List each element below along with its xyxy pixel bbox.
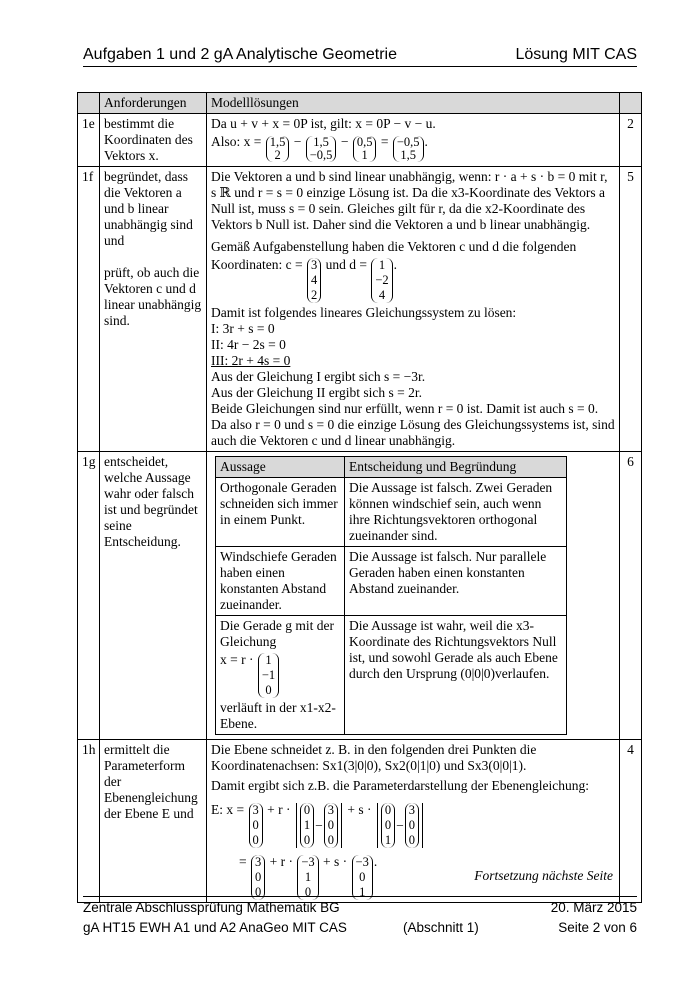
statement-row: [216, 478, 567, 547]
r-label: + r ·: [267, 802, 291, 817]
statement: Windschiefe Geraden haben einen konstanten Abstand zueinander.: [216, 547, 345, 616]
vector-1: 1,5 2: [266, 136, 290, 162]
decision: Die Aussage ist falsch. Nur parallele Geraden haben einen konstanten Abstand zueinander.: [345, 547, 567, 616]
statement-row: [216, 616, 567, 735]
equation-label: x = r ·: [220, 652, 254, 667]
r-label: + r ·: [269, 854, 293, 869]
statement-text: Die Gerade g mit der Gleichung: [220, 618, 334, 649]
solution: [207, 452, 620, 740]
inner-header-decision: Entscheidung und Begründung: [345, 457, 567, 478]
direction-2: 0 0 1 − 3 0 0: [377, 803, 423, 848]
equation-1: I: 3r + s = 0: [211, 321, 275, 336]
footer-page: Seite 2 von 6: [558, 920, 637, 935]
paragraph-1: Die Ebene schneidet z. B. in den folgenden drei Punkten die Koordinatenachsen: Sx1(3|0|0), Sx2(0|1|0) und Sx3(0|0|1).: [211, 742, 537, 773]
vector-result: −0,5 1,5: [393, 136, 424, 162]
footer-date: 20. März 2015: [550, 900, 637, 915]
s-label: + s ·: [347, 802, 372, 817]
footer-title: Zentrale Abschlussprüfung Mathematik BG: [83, 900, 340, 915]
requirement: bestimmt die Koordinaten des Vektors x.: [100, 114, 207, 167]
paragraph-1: Die Vektoren a und b sind linear unabhängig, wenn: r · a + s · b = 0 mit r, s ℝ und r = s = 0 einzige Lösung ist. Da die x3-Koordinate des Vektors a Null ist, muss s = 0 sein. Gleiches gilt für r, da die x2-Koordinate des Vektors b Null ist. Daher sind die Vektoren a und b linear unabhängig.: [211, 169, 608, 232]
vector-c: 3 4 2: [307, 258, 321, 303]
points: 5: [620, 167, 642, 452]
line-equation: [220, 652, 340, 698]
header-right: Lösung MIT CAS: [515, 46, 637, 63]
header-points: [620, 93, 642, 114]
points: 4: [620, 740, 642, 903]
koord-label: Koordinaten: c =: [211, 257, 303, 272]
solution: [207, 740, 620, 903]
solution-table: [77, 92, 642, 903]
requirement: ermittelt die Parameterform der Ebenengleichung der Ebene E und: [100, 740, 207, 903]
plane-label: E: x =: [211, 802, 245, 817]
header-title: Aufgaben 1 und 2 gA Analytische Geometrie: [83, 46, 397, 63]
solution-vector-line: Also: x = 1,5 2 − 1,5 −0,5 − 0,5 1 = −0,5 1,5 .: [211, 134, 428, 162]
paragraph-4: Aus der Gleichung I ergibt sich s = −3r.: [211, 369, 426, 384]
statement: Orthogonale Geraden schneiden sich immer in einem Punkt.: [216, 478, 345, 547]
s-label: + s ·: [323, 854, 348, 869]
header-empty: [78, 93, 100, 114]
row-1f: [78, 167, 642, 452]
vector-3: 0,5 1: [353, 136, 377, 162]
header-solutions: Modelllösungen: [207, 93, 620, 114]
task-id: 1e: [78, 114, 100, 167]
equation-3: III: 2r + 4s = 0: [211, 353, 291, 368]
solution-line: Da u + v + x = 0P ist, gilt: x = 0P − v − u.: [211, 116, 436, 131]
header-requirements: Anforderungen: [100, 93, 207, 114]
vector-2: 1,5 −0,5: [306, 136, 337, 162]
paragraph-2: Gemäß Aufgabenstellung haben die Vektoren c und d die folgenden: [211, 239, 577, 254]
points: 2: [620, 114, 642, 167]
paragraph-6: Beide Gleichungen sind nur erfüllt, wenn r = 0 ist. Damit ist auch s = 0. Da also r = 0 und s = 0 die einzige Lösung des Gleichungssystems ist, sind auch die Vektoren c und d linear unabhängig.: [211, 401, 615, 448]
requirement: [100, 167, 207, 452]
points: 6: [620, 452, 642, 740]
requirement-part-1: begründet, dass die Vektoren a und b linear unabhängig sind und: [104, 169, 193, 248]
row-1e: [78, 114, 642, 167]
continuation-note: Fortsetzung nächste Seite: [474, 868, 613, 883]
statement-row: [216, 547, 567, 616]
page-footer: [83, 896, 637, 938]
coordinates-line: Koordinaten: c = 3 4 2 und d = 1 −2 4 .: [211, 257, 398, 302]
decision: Die Aussage ist falsch. Zwei Geraden können windschief sein, auch wenn ihre Richtungsvektoren orthogonal zueinander sind.: [345, 478, 567, 547]
task-id: 1g: [78, 452, 100, 740]
page-header: [83, 42, 637, 67]
row-1h: [78, 740, 642, 903]
inner-header-statement: Aussage: [216, 457, 345, 478]
paragraph-5: Aus der Gleichung II ergibt sich s = 2r.: [211, 385, 422, 400]
result-vector-1: −3 1 0: [297, 855, 318, 900]
paragraph-2: Damit ergibt sich z.B. die Parameterdarstellung der Ebenengleichung:: [211, 778, 590, 793]
plane-equation-2: = 3 0 0 + r · −3 1 0 + s · −3 0 1 . Fortsetzung nächste Seite: [239, 854, 613, 899]
requirement-part-2: prüft, ob auch die Vektoren c und d linear unabhängig sind.: [104, 265, 202, 328]
statement-table: [215, 456, 567, 735]
footer-code: gA HT15 EWH A1 und A2 AnaGeo MIT CAS: [83, 920, 347, 935]
vector-d: 1 −2 4: [371, 258, 392, 303]
solution: [207, 167, 620, 452]
und-label: und d =: [325, 257, 367, 272]
footer-section: (Abschnitt 1): [403, 920, 479, 935]
paragraph-3: Damit ist folgendes lineares Gleichungssystem zu lösen:: [211, 305, 517, 320]
task-id: 1h: [78, 740, 100, 903]
decision: Die Aussage ist wahr, weil die x3-Koordinate des Richtungsvektors Null ist, und sowohl Gerade als auch Ebene durch den Ursprung (0|0|0)verlaufen.: [345, 616, 567, 735]
plane-equation-1: [211, 802, 615, 848]
statement: [216, 616, 345, 735]
row-1g: [78, 452, 642, 740]
direction-1: 0 1 0 − 3 0 0: [296, 803, 342, 848]
also-label: Also: x =: [211, 134, 262, 149]
solution: [207, 114, 620, 167]
task-id: 1f: [78, 167, 100, 452]
support-vector: 3 0 0: [249, 803, 263, 848]
equation-2: II: 4r − 2s = 0: [211, 337, 286, 352]
requirement: entscheidet, welche Aussage wahr oder falsch ist und begründet seine Entscheidung.: [100, 452, 207, 740]
direction-vector: 1 −1 0: [258, 653, 279, 698]
result-vector-2: −3 0 1: [352, 855, 373, 900]
equals: =: [239, 854, 247, 869]
statement-text-2: verläuft in der x1-x2-Ebene.: [220, 700, 336, 731]
support-vector: 3 0 0: [251, 855, 265, 900]
